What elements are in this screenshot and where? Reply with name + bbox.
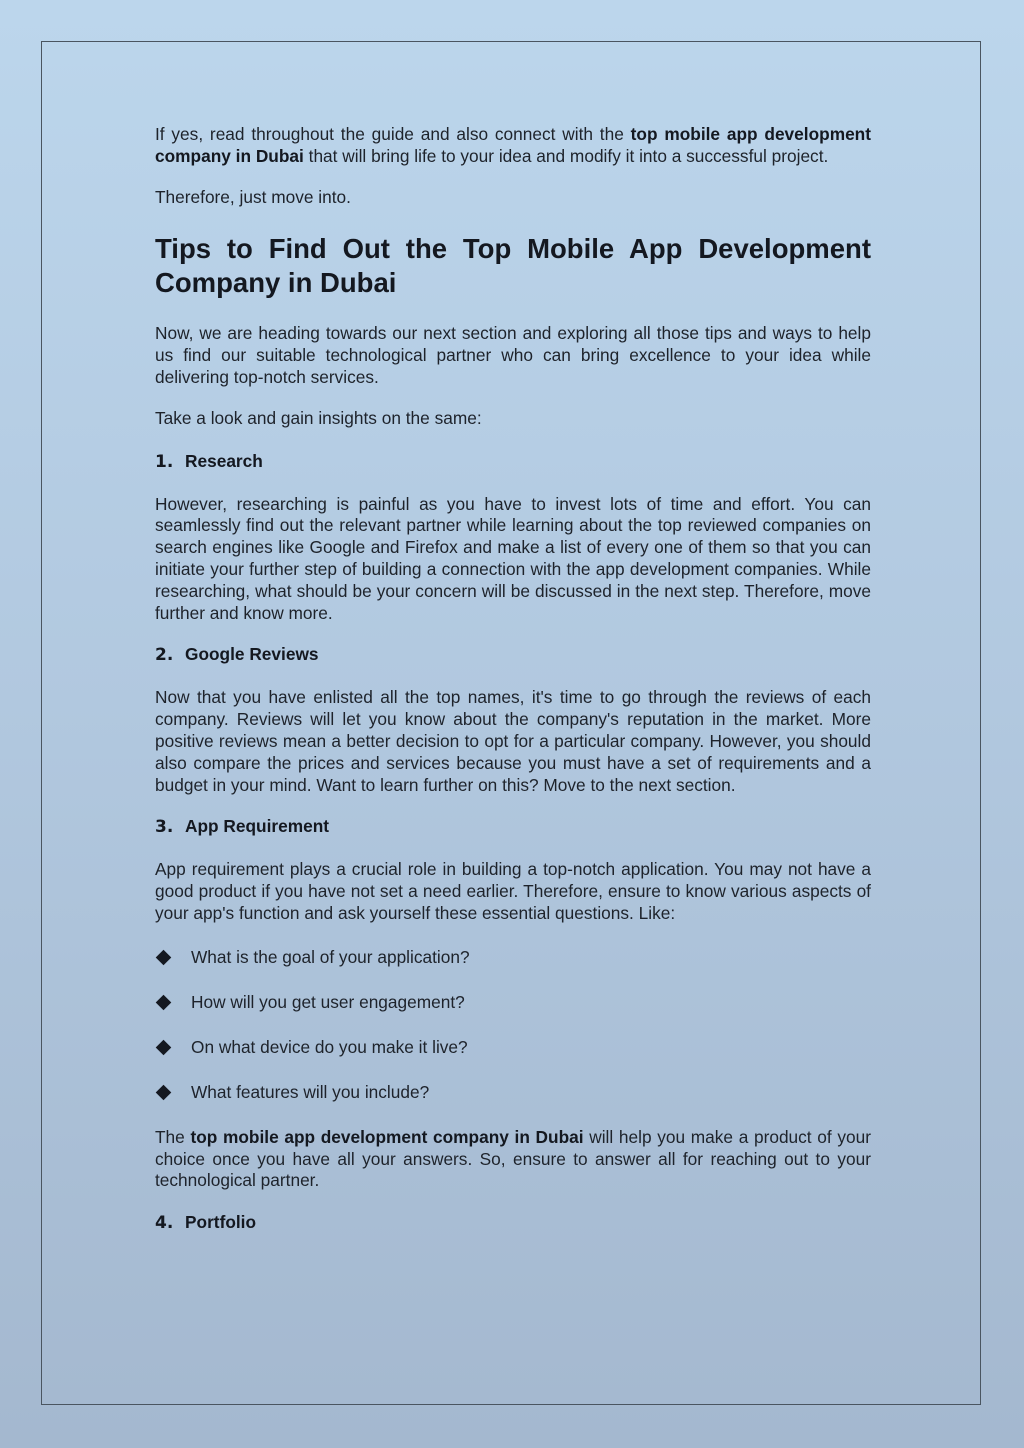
intro-paragraph bbox=[155, 124, 871, 168]
take-look-paragraph: Take a look and gain insights on the same: bbox=[155, 407, 482, 428]
list-item bbox=[155, 1037, 871, 1059]
intro-highlight: top mobile app development company in Dubai bbox=[155, 124, 871, 166]
section-heading-app-requirement bbox=[155, 815, 871, 838]
closing-text-start: The bbox=[155, 1126, 191, 1147]
closing-highlight: top mobile app development company in Dubai bbox=[190, 1126, 584, 1147]
section-heading-research bbox=[155, 450, 871, 473]
closing-text-end: will help you make a product of your choice once you have all your answers. So, ensure to answer all for reaching out to your technological partner. bbox=[155, 1126, 871, 1191]
intro-text-start: If yes, read throughout the guide and also connect with the bbox=[155, 124, 631, 144]
section-intro-paragraph: Now, we are heading towards our next section and exploring all those tips and ways to help us find our suitable technological partner who can bring excellence to your idea while delivering top-notch services. bbox=[155, 323, 871, 387]
section-number: 2. bbox=[155, 645, 174, 666]
section-title: Portfolio bbox=[185, 1212, 257, 1233]
therefore-paragraph: Therefore, just move into. bbox=[155, 186, 351, 207]
page-title: Tips to Find Out the Top Mobile App Development Company in Dubai bbox=[155, 233, 871, 299]
diamond-bullet-icon bbox=[156, 1040, 172, 1056]
section-heading-portfolio bbox=[155, 1211, 871, 1234]
list-item-text: What features will you include? bbox=[191, 1082, 430, 1103]
section-number: 4. bbox=[155, 1213, 174, 1234]
research-paragraph: However, researching is painful as you have to invest lots of time and effort. You can seamlessly find out the relevant partner while learning about the top reviewed companies on search engines like Google and Firefox and make a list of every one of them so that you can initiate your further step of building a connection with the app development companies. While researching, what should be your concern will be discussed in the next step. Therefore, move further and know more. bbox=[155, 493, 871, 623]
list-item bbox=[155, 947, 871, 969]
document-content bbox=[155, 124, 871, 1255]
section-number: 3. bbox=[155, 817, 174, 838]
section-title: Research bbox=[185, 450, 263, 471]
question-list bbox=[155, 947, 871, 1104]
list-item-text: On what device do you make it live? bbox=[191, 1037, 468, 1058]
list-item-text: What is the goal of your application? bbox=[191, 947, 470, 968]
app-requirement-paragraph: App requirement plays a crucial role in building a top-notch application. You may not have a good product if you have not set a need earlier. Therefore, ensure to know various aspects of your app's function and ask yourself these essential questions. Like: bbox=[155, 859, 871, 923]
list-item bbox=[155, 992, 871, 1014]
google-reviews-paragraph: Now that you have enlisted all the top names, it's time to go through the reviews of each company. Reviews will let you know about the company's reputation in the market. More positive reviews mean a better decision to opt for a particular company. However, you should also compare the prices and services because you must have a set of requirements and a budget in your mind. Want to learn further on this? Move to the next section. bbox=[155, 687, 871, 795]
intro-text-end: that will bring life to your idea and modify it into a successful project. bbox=[303, 145, 829, 166]
diamond-bullet-icon bbox=[156, 1085, 172, 1101]
section-title: App Requirement bbox=[185, 816, 330, 837]
list-item bbox=[155, 1082, 871, 1104]
section-number: 1. bbox=[155, 451, 174, 472]
closing-paragraph bbox=[155, 1127, 871, 1192]
section-title: Google Reviews bbox=[185, 644, 319, 665]
diamond-bullet-icon bbox=[156, 995, 172, 1011]
diamond-bullet-icon bbox=[156, 950, 172, 966]
section-heading-google-reviews bbox=[155, 643, 871, 666]
list-item-text: How will you get user engagement? bbox=[191, 992, 465, 1013]
